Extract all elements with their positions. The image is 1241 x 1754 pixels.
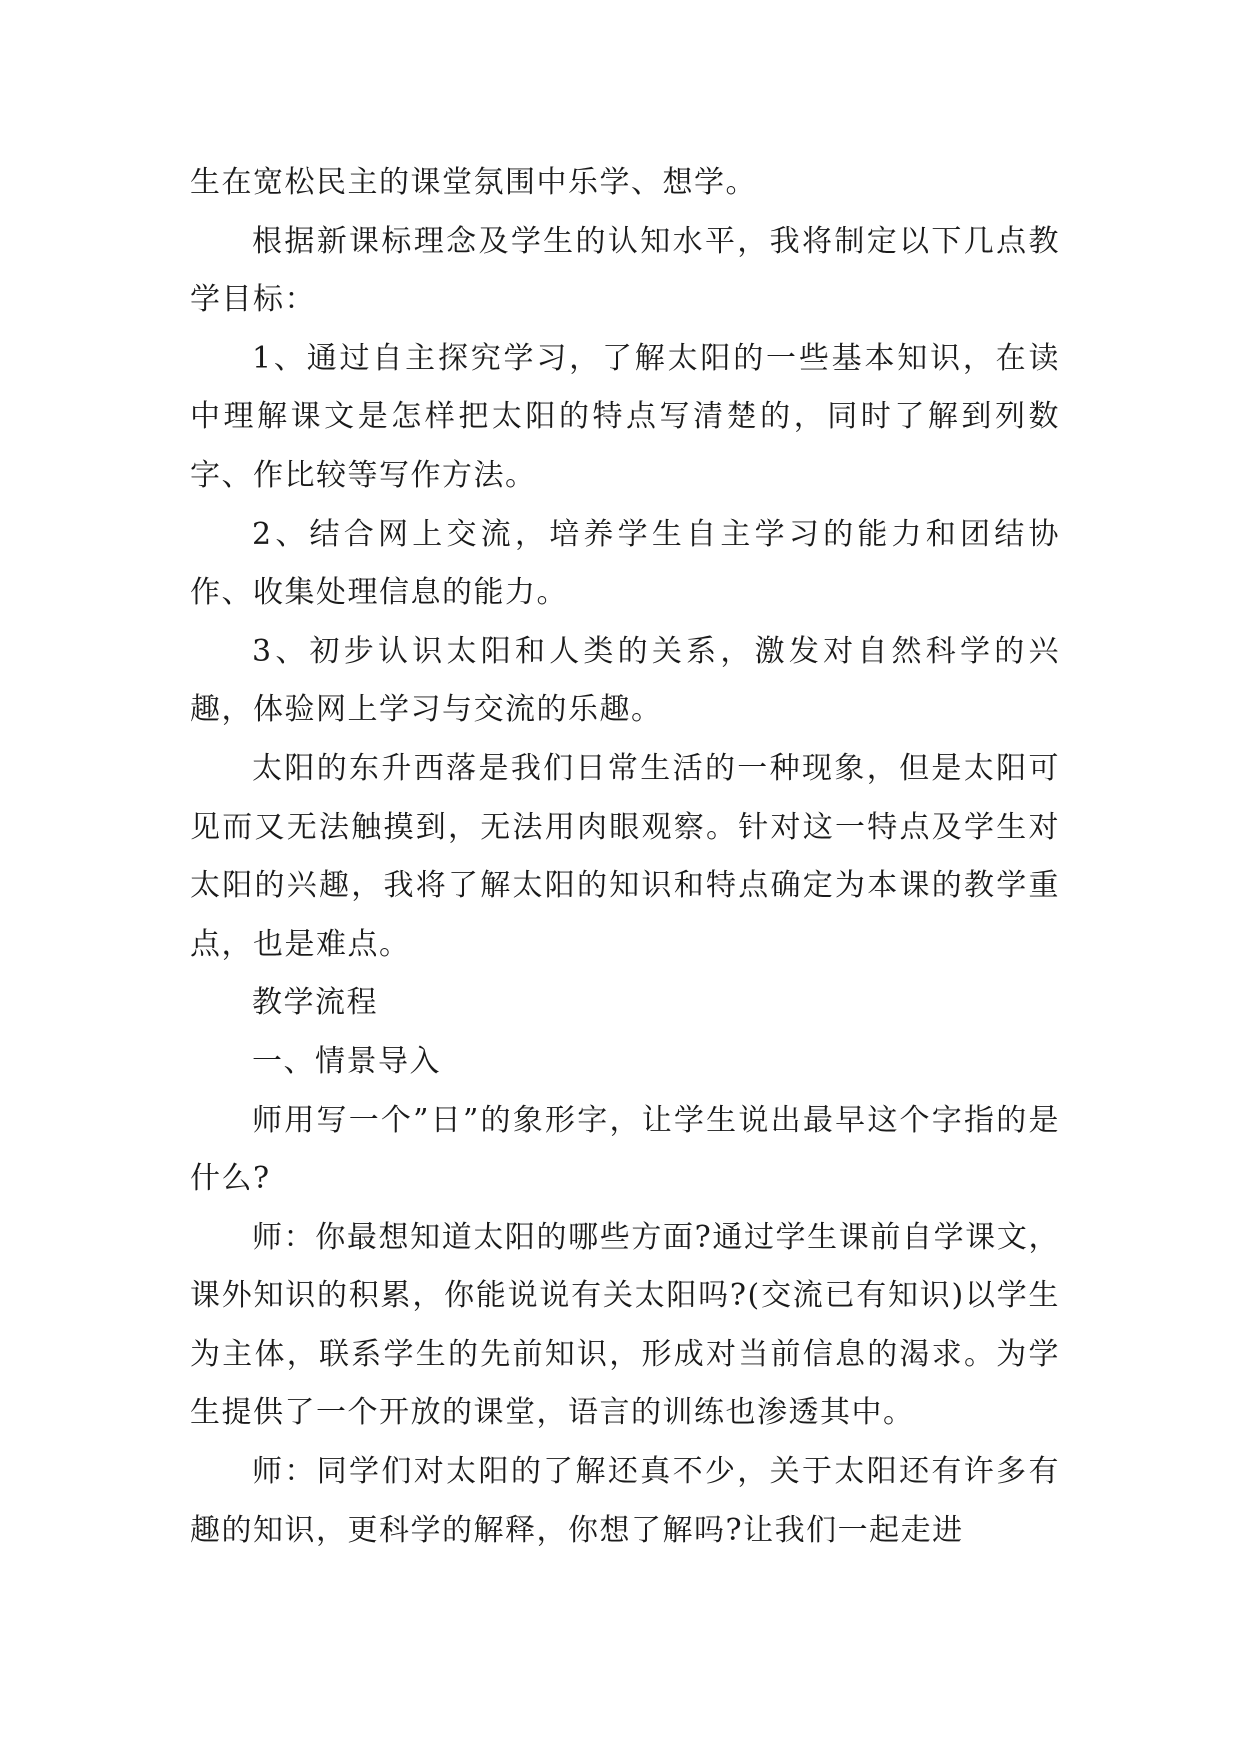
paragraph-objective-2: 2、结合网上交流，培养学生自主学习的能力和团结协作、收集处理信息的能力。 — [190, 516, 1060, 611]
paragraph-objective-1: 1、通过自主探究学习，了解太阳的一些基本知识，在读中理解课文是怎样把太阳的特点写清楚的，同时了解到列数字、作比较等写作方法。 — [190, 340, 1060, 493]
paragraph-teacher-question-2: 师：同学们对太阳的了解还真不少，关于太阳还有许多有趣的知识，更科学的解释，你想了解吗?让我们一起走进 — [190, 1454, 1060, 1548]
paragraph-objective-3: 3、初步认识太阳和人类的关系，激发对自然科学的兴趣，体验网上学习与交流的乐趣。 — [190, 633, 1060, 728]
section-heading-teaching-process: 教学流程 — [252, 985, 378, 1021]
paragraph-teacher-question-1: 师：你最想知道太阳的哪些方面?通过学生课前自学课文，课外知识的积累，你能说说有关太阳吗?(交流已有知识)以学生为主体，联系学生的先前知识，形成对当前信息的渴求。为学生提供了一个开放的课堂，语言的训练也渗透其中。 — [190, 1219, 1060, 1431]
paragraph-key-points: 太阳的东升西落是我们日常生活的一种现象，但是太阳可见而又无法触摸到，无法用肉眼观察。针对这一特点及学生对太阳的兴趣，我将了解太阳的知识和特点确定为本课的教学重点，也是难点。 — [190, 750, 1060, 962]
section-heading-introduction: 一、情景导入 — [252, 1043, 441, 1079]
paragraph-objectives-intro: 根据新课标理念及学生的认知水平，我将制定以下几点教学目标： — [190, 223, 1060, 318]
document-body — [190, 154, 1060, 1560]
paragraph-pictograph: 师用写一个”日”的象形字，让学生说出最早这个字指的是什么? — [190, 1102, 1060, 1197]
paragraph-continuation: 生在宽松民主的课堂氛围中乐学、想学。 — [190, 165, 757, 200]
